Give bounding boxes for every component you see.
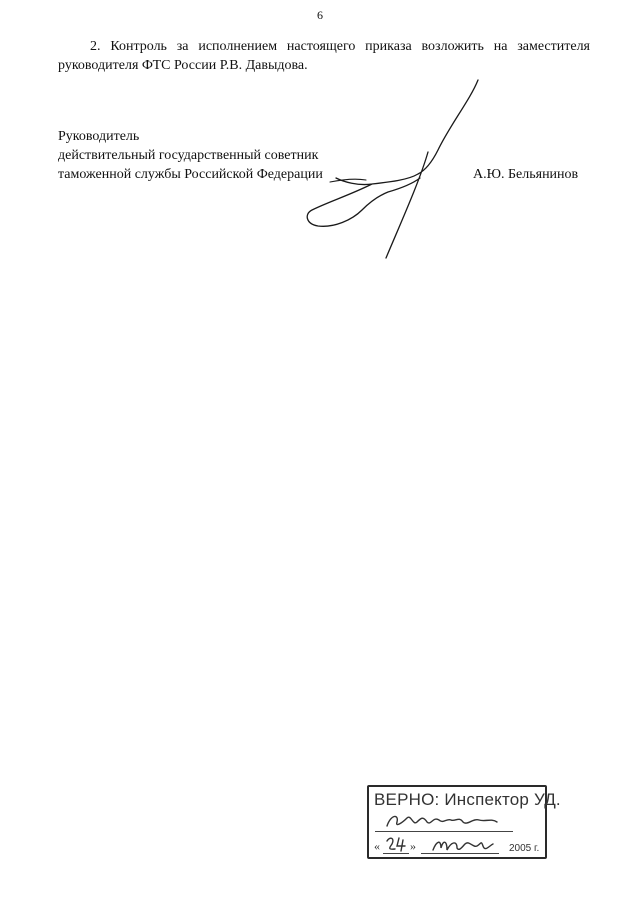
signer-name: А.Ю. Бельянинов — [473, 167, 579, 182]
stamp-day-underline — [383, 853, 409, 854]
page-number: 6 — [317, 8, 323, 22]
signatory-position: Руководитель — [58, 129, 140, 144]
stamp-year: 2005 г. — [509, 843, 540, 854]
handwritten-stamp-name — [383, 810, 503, 832]
stamp-title: ВЕРНО: Инспектор УД. — [374, 790, 561, 809]
signatory-service: таможенной службы Российской Федерации — [58, 167, 323, 182]
certification-stamp — [367, 785, 561, 859]
handwritten-stamp-month — [429, 836, 499, 854]
paragraph-line-1: 2. Контроль за исполнением настоящего приказа возложить на заместителя — [90, 39, 590, 54]
handwritten-stamp-day — [384, 835, 410, 853]
signatory-title-block — [58, 127, 323, 184]
signatory-rank: действительный государственный советник — [58, 148, 319, 163]
paragraph-line-2: руководителя ФТС России Р.В. Давыдова. — [58, 58, 308, 73]
stamp-quote-close: » — [410, 839, 416, 853]
handwritten-signature — [300, 70, 500, 270]
stamp-quote-open: « — [374, 839, 380, 853]
